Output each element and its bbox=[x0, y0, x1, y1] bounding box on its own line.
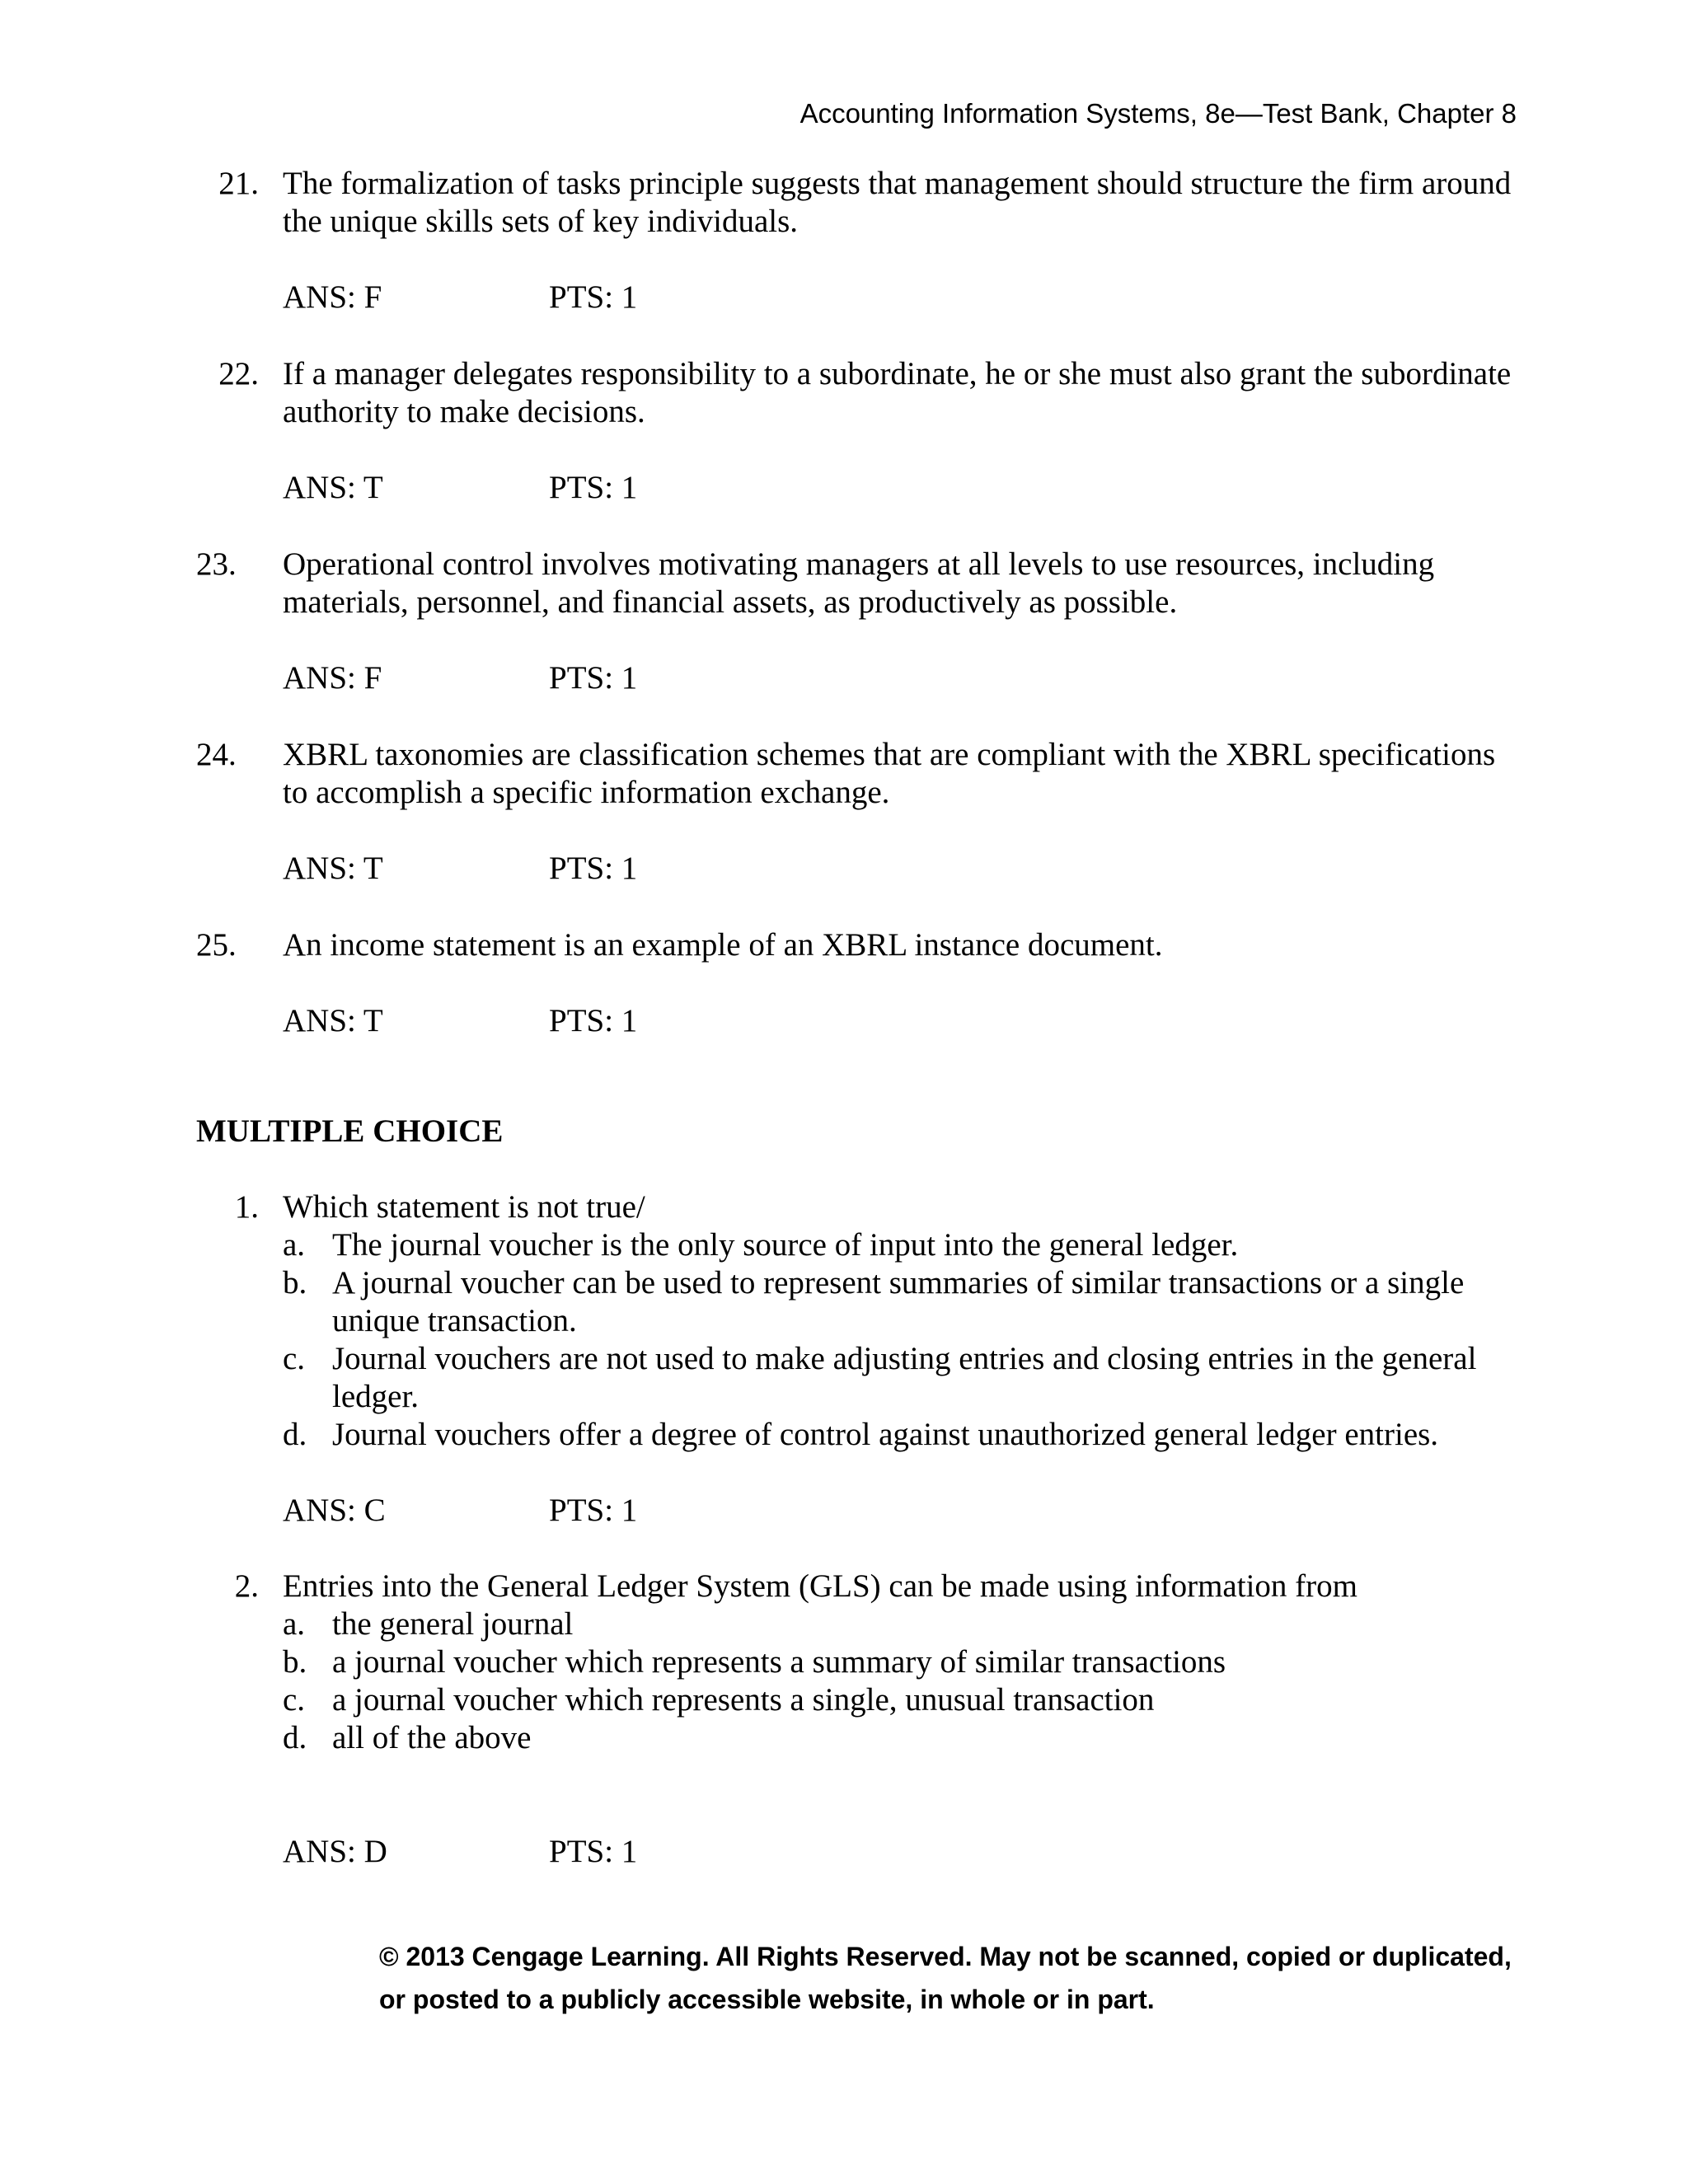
answer-row bbox=[196, 1002, 1523, 1040]
option-letter: d. bbox=[283, 1720, 307, 1755]
section-title: MULTIPLE CHOICE bbox=[196, 1113, 504, 1149]
question-text: If a manager delegates responsibility to a subordinate, he or she must also grant the subordinate authority to make decisions. bbox=[283, 356, 1512, 429]
answer: ANS: C bbox=[283, 1493, 386, 1528]
question bbox=[196, 165, 1523, 241]
option-text: Journal vouchers are not used to make adjusting entries and closing entries in the general ledger. bbox=[332, 1341, 1477, 1414]
option-text: Journal vouchers offer a degree of control against unauthorized general ledger entries. bbox=[332, 1417, 1439, 1452]
answer-row bbox=[196, 469, 1523, 507]
points: PTS: 1 bbox=[549, 1493, 638, 1528]
option-text: A journal voucher can be used to represent summaries of similar transactions or a single unique transaction. bbox=[332, 1265, 1465, 1338]
option-d bbox=[283, 1719, 1523, 1757]
answer-row bbox=[196, 1833, 1523, 1871]
tf-question-25 bbox=[196, 926, 1523, 1040]
option-d bbox=[283, 1416, 1523, 1454]
mc-question-2 bbox=[196, 1568, 1523, 1871]
copyright-footer bbox=[379, 1935, 1550, 2021]
tf-question-23 bbox=[196, 546, 1523, 697]
question bbox=[196, 1568, 1523, 1757]
answer: ANS: F bbox=[283, 279, 382, 315]
answer-row bbox=[196, 850, 1523, 888]
option-a bbox=[283, 1605, 1523, 1643]
question-number: 25. bbox=[196, 927, 237, 963]
option-text: the general journal bbox=[332, 1606, 574, 1642]
page-header: Accounting Information Systems, 8e—Test Bank, Chapter 8 bbox=[799, 98, 1517, 129]
option-letter: a. bbox=[283, 1227, 306, 1263]
question bbox=[196, 1188, 1523, 1454]
option-text: a journal voucher which represents a single, unusual transaction bbox=[332, 1682, 1155, 1718]
question-text: XBRL taxonomies are classification schemes that are compliant with the XBRL specifications to accomplish a specific information exchange. bbox=[283, 737, 1496, 810]
question-text: Entries into the General Ledger System (GLS) can be made using information from bbox=[283, 1568, 1357, 1604]
question-number: 2. bbox=[234, 1568, 259, 1604]
answer: ANS: T bbox=[283, 1003, 383, 1038]
tf-question-21 bbox=[196, 165, 1523, 316]
option-text: a journal voucher which represents a summary of similar transactions bbox=[332, 1644, 1226, 1680]
question-text: Which statement is not true/ bbox=[283, 1189, 645, 1225]
option-text: all of the above bbox=[332, 1720, 532, 1755]
answer-row bbox=[196, 1492, 1523, 1530]
option-list bbox=[283, 1605, 1523, 1757]
points: PTS: 1 bbox=[549, 660, 638, 696]
option-letter: d. bbox=[283, 1417, 307, 1452]
answer: ANS: F bbox=[283, 660, 382, 696]
option-letter: c. bbox=[283, 1341, 306, 1376]
question-text: An income statement is an example of an XBRL instance document. bbox=[283, 927, 1163, 963]
question-number: 23. bbox=[196, 546, 237, 582]
option-letter: b. bbox=[283, 1644, 307, 1680]
answer-row bbox=[196, 279, 1523, 316]
option-c bbox=[283, 1681, 1523, 1719]
tf-question-24 bbox=[196, 736, 1523, 888]
points: PTS: 1 bbox=[549, 1003, 638, 1038]
answer: ANS: T bbox=[283, 851, 383, 886]
option-letter: a. bbox=[283, 1606, 306, 1642]
question bbox=[196, 926, 1523, 964]
option-b bbox=[283, 1264, 1523, 1340]
points: PTS: 1 bbox=[549, 851, 638, 886]
option-list bbox=[283, 1226, 1523, 1454]
answer: ANS: D bbox=[283, 1834, 387, 1869]
option-a bbox=[283, 1226, 1523, 1264]
question-number: 24. bbox=[196, 737, 237, 772]
tf-question-22 bbox=[196, 355, 1523, 507]
question-text: Operational control involves motivating managers at all levels to use resources, including materials, personnel, and financial assets, as productively as possible. bbox=[283, 546, 1435, 620]
option-text: The journal voucher is the only source of input into the general ledger. bbox=[332, 1227, 1239, 1263]
option-b bbox=[283, 1643, 1523, 1681]
question-number: 1. bbox=[234, 1189, 259, 1225]
copyright-line-1: © 2013 Cengage Learning. All Rights Reserved. May not be scanned, copied or duplicated, bbox=[379, 1942, 1512, 1971]
option-c bbox=[283, 1340, 1523, 1416]
question-number: 22. bbox=[218, 356, 259, 391]
test-bank-content bbox=[196, 165, 1523, 1909]
question bbox=[196, 355, 1523, 431]
option-letter: b. bbox=[283, 1265, 307, 1301]
question-text: The formalization of tasks principle suggests that management should structure the firm around the unique skills sets of key individuals. bbox=[283, 166, 1512, 239]
points: PTS: 1 bbox=[549, 279, 638, 315]
option-letter: c. bbox=[283, 1682, 306, 1718]
answer: ANS: T bbox=[283, 470, 383, 505]
question bbox=[196, 736, 1523, 812]
points: PTS: 1 bbox=[549, 1834, 638, 1869]
copyright-line-2: or posted to a publicly accessible website, in whole or in part. bbox=[379, 1985, 1155, 2014]
question-number: 21. bbox=[218, 166, 259, 201]
question bbox=[196, 546, 1523, 621]
points: PTS: 1 bbox=[549, 470, 638, 505]
mc-question-1 bbox=[196, 1188, 1523, 1530]
answer-row bbox=[196, 659, 1523, 697]
